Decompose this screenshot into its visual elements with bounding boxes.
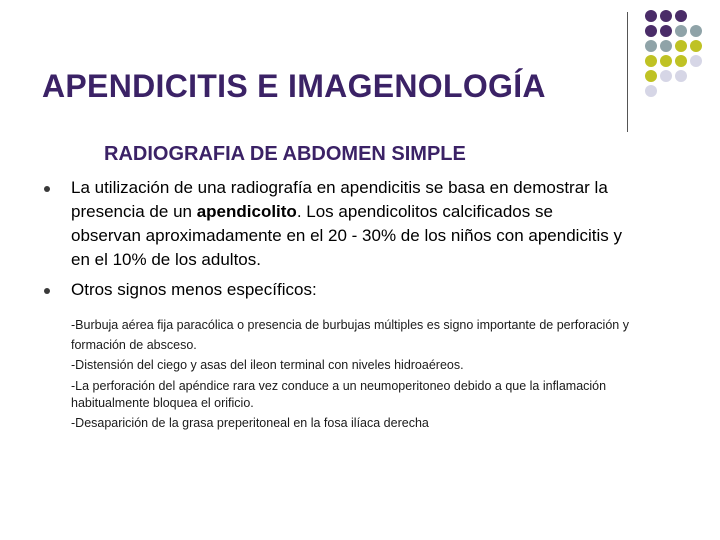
bullet-list <box>42 176 622 308</box>
decorative-dot-grid <box>640 10 720 110</box>
bullet-bold-term: apendicolito <box>196 202 297 221</box>
decorative-vertical-line <box>627 12 628 132</box>
decorative-dot <box>675 70 687 82</box>
decorative-dot <box>645 70 657 82</box>
slide-subtitle: RADIOGRAFIA DE ABDOMEN SIMPLE <box>104 143 466 165</box>
decorative-dot <box>660 40 672 52</box>
decorative-dot <box>645 25 657 37</box>
decorative-dot <box>690 40 702 52</box>
detail-item: -Burbuja aérea fija paracólica o presencia de burbujas múltiples es signo importante de perforación y formación de absceso. <box>71 318 629 352</box>
bullet-dot-icon <box>44 288 50 294</box>
slide-title: APENDICITIS E IMAGENOLOGÍA <box>42 68 546 104</box>
decorative-dot <box>645 10 657 22</box>
detail-item: -Distensión del ciego y asas del ileon terminal con niveles hidroaéreos. <box>71 358 464 372</box>
decorative-dot <box>675 25 687 37</box>
decorative-dot <box>660 25 672 37</box>
detail-item: -Desaparición de la grasa preperitoneal en la fosa ilíaca derecha <box>71 416 429 430</box>
decorative-dot <box>645 85 657 97</box>
decorative-dot <box>645 55 657 67</box>
decorative-dot <box>690 55 702 67</box>
bullet-text-end: : <box>311 280 317 299</box>
bullet-text-end: . Los apendicolitos calcificados se observan aproximadamente en el 20 - 30% de los niños con apendicitis y en el 10% de los adultos. <box>71 202 622 269</box>
bullet-text: La utilización de una radiografía en apendicitis se basa en demostrar la presencia de un <box>71 178 608 221</box>
decorative-dot <box>675 55 687 67</box>
detail-list <box>71 315 631 432</box>
decorative-dot <box>690 25 702 37</box>
decorative-dot <box>660 55 672 67</box>
detail-item: -La perforación del apéndice rara vez conduce a un neumoperitoneo debido a que la inflamación habitualmente bloquea el orificio. <box>71 379 607 410</box>
decorative-dot <box>675 40 687 52</box>
bullet-item <box>42 176 622 272</box>
decorative-dot <box>645 40 657 52</box>
bullet-dot-icon <box>44 186 50 192</box>
decorative-dot <box>660 70 672 82</box>
decorative-dot <box>660 10 672 22</box>
bullet-item <box>42 278 622 302</box>
bullet-text: Otros signos menos específicos <box>71 280 312 299</box>
decorative-dot <box>675 10 687 22</box>
